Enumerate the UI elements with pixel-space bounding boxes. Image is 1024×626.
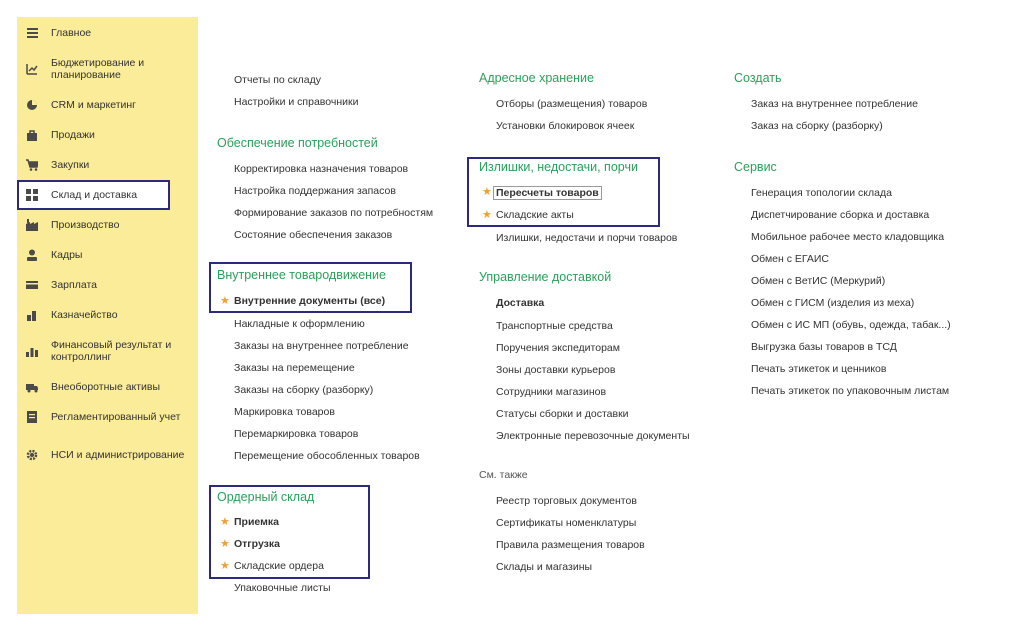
section-title-address-storage: Адресное хранение [479, 71, 594, 85]
star-icon: ★ [220, 295, 230, 307]
list-item[interactable]: Заказ на сборку (разборку) [751, 120, 883, 132]
sidebar-item-admin[interactable] [17, 441, 198, 469]
sidebar-item-label: Зарплата [51, 279, 97, 291]
see-also-label: См. также [479, 469, 528, 481]
sidebar-item-label: CRM и маркетинг [51, 99, 137, 111]
list-item[interactable]: Обмен с ВетИС (Меркурий) [751, 275, 886, 287]
star-icon: ★ [220, 516, 230, 528]
sidebar-item-label: Регламентированный учет [51, 411, 181, 423]
pie-chart-icon [26, 99, 38, 111]
link-internal-docs[interactable]: Внутренние документы (все) [234, 295, 386, 307]
gear-icon [26, 449, 38, 461]
list-item[interactable]: Заказы на внутреннее потребление [234, 340, 409, 352]
list-item[interactable]: Выгрузка базы товаров в ТСД [751, 341, 897, 353]
list-item[interactable]: Транспортные средства [496, 320, 613, 332]
sidebar-item-label: Бюджетирование и планирование [51, 57, 145, 81]
sidebar-item-warehouse[interactable] [17, 180, 170, 210]
sidebar-item-purchases[interactable] [17, 157, 198, 173]
section-title-internal-movement: Внутреннее товародвижение [217, 268, 386, 282]
sidebar-item-crm[interactable] [17, 97, 198, 113]
list-item[interactable]: Генерация топологии склада [751, 187, 892, 199]
sidebar-item-hr[interactable] [17, 247, 198, 263]
list-item[interactable]: Формирование заказов по потребностям [234, 207, 434, 219]
sidebar-item-budgeting[interactable] [17, 55, 198, 83]
link-warehouse-orders[interactable]: Складские ордера [234, 560, 324, 572]
list-item[interactable]: Склады и магазины [496, 561, 593, 573]
sidebar-item-finance[interactable] [17, 337, 198, 365]
sidebar-item-label: Внеоборотные активы [51, 381, 161, 393]
list-item[interactable]: Отборы (размещения) товаров [496, 98, 648, 110]
list-item[interactable]: Накладные к оформлению [234, 318, 365, 330]
sidebar-item-main[interactable] [17, 25, 198, 41]
wallet-icon [26, 279, 38, 291]
list-item[interactable]: Поручения экспедиторам [496, 342, 620, 354]
list-item[interactable]: Правила размещения товаров [496, 539, 645, 551]
link-shipping[interactable]: Отгрузка [234, 538, 280, 550]
chart-trend-icon [26, 63, 38, 75]
sidebar-item-label: Продажи [51, 129, 95, 141]
list-item[interactable]: Обмен с ИС МП (обувь, одежда, табак...) [751, 319, 951, 331]
list-item[interactable]: Статусы сборки и доставки [496, 408, 629, 420]
sidebar-item-label: Финансовый результат и контроллинг [51, 339, 172, 363]
document-icon [26, 411, 38, 423]
list-item[interactable]: Печать этикеток по упаковочным листам [751, 385, 950, 397]
cart-icon [26, 159, 38, 171]
link-recounts[interactable]: Пересчеты товаров [493, 186, 602, 200]
section-title-order-warehouse: Ордерный склад [217, 490, 315, 504]
list-item[interactable]: Установки блокировок ячеек [496, 120, 635, 132]
list-item[interactable]: Настройка поддержания запасов [234, 185, 396, 197]
sidebar-item-production[interactable] [17, 217, 198, 233]
warehouse-icon [26, 189, 38, 201]
coins-icon [26, 309, 38, 321]
section-title-create: Создать [734, 71, 782, 85]
list-item[interactable]: Мобильное рабочее место кладовщика [751, 231, 945, 243]
list-item[interactable]: Диспетчирование сборка и доставка [751, 209, 930, 221]
sidebar-item-label: НСИ и администрирование [51, 449, 185, 461]
sidebar-item-label: Производство [51, 219, 120, 231]
sidebar-item-label: Склад и доставка [51, 189, 138, 201]
star-icon: ★ [482, 209, 492, 221]
link-warehouse-reports[interactable]: Отчеты по складу [234, 74, 321, 86]
list-item[interactable]: Заказ на внутреннее потребление [751, 98, 919, 110]
list-item[interactable]: Сотрудники магазинов [496, 386, 607, 398]
sidebar-item-label: Казначейство [51, 309, 118, 321]
sidebar-item-label: Закупки [51, 159, 90, 171]
list-item[interactable]: Печать этикеток и ценников [751, 363, 887, 375]
sidebar-item-treasury[interactable] [17, 307, 198, 323]
sidebar-item-label: Главное [51, 27, 92, 39]
star-icon: ★ [220, 538, 230, 550]
link-warehouse-acts[interactable]: Складские акты [496, 209, 574, 221]
bar-chart-icon [26, 345, 38, 357]
list-item[interactable]: Заказы на перемещение [234, 362, 355, 374]
factory-icon [26, 219, 38, 231]
list-item[interactable]: Реестр торговых документов [496, 495, 637, 507]
list-item[interactable]: Упаковочные листы [234, 582, 331, 594]
list-item[interactable]: Зоны доставки курьеров [496, 364, 616, 376]
list-item[interactable]: Электронные перевозочные документы [496, 430, 690, 442]
sidebar-item-sales[interactable] [17, 127, 198, 143]
list-item[interactable]: Состояние обеспечения заказов [234, 229, 393, 241]
list-item[interactable]: Маркировка товаров [234, 406, 335, 418]
link-delivery[interactable]: Доставка [496, 297, 545, 309]
sidebar-item-label: Кадры [51, 249, 83, 261]
shopping-bag-icon [26, 129, 38, 141]
section-title-delivery: Управление доставкой [479, 270, 612, 284]
truck-icon [26, 381, 38, 393]
star-icon: ★ [220, 560, 230, 572]
list-item[interactable]: Перемещение обособленных товаров [234, 450, 420, 462]
list-item[interactable]: Излишки, недостачи и порчи товаров [496, 232, 678, 244]
list-item[interactable]: Обмен с ГИСМ (изделия из меха) [751, 297, 915, 309]
list-item[interactable]: Сертификаты номенклатуры [496, 517, 637, 529]
person-icon [26, 249, 38, 261]
list-item[interactable]: Корректировка назначения товаров [234, 163, 409, 175]
list-item[interactable]: Обмен с ЕГАИС [751, 253, 830, 265]
section-title-surplus: Излишки, недостачи, порчи [479, 160, 638, 174]
link-receiving[interactable]: Приемка [234, 516, 279, 528]
menu-lines-icon [26, 27, 38, 39]
sidebar-item-regulated[interactable] [17, 409, 198, 425]
section-title-service: Сервис [734, 160, 777, 174]
list-item[interactable]: Перемаркировка товаров [234, 428, 359, 440]
star-icon: ★ [482, 186, 492, 198]
link-settings[interactable]: Настройки и справочники [234, 96, 359, 108]
section-title-supply: Обеспечение потребностей [217, 136, 378, 150]
sidebar-item-salary[interactable] [17, 277, 198, 293]
sidebar-item-fixed-assets[interactable] [17, 379, 198, 395]
list-item[interactable]: Заказы на сборку (разборку) [234, 384, 374, 396]
sidebar [17, 17, 198, 614]
